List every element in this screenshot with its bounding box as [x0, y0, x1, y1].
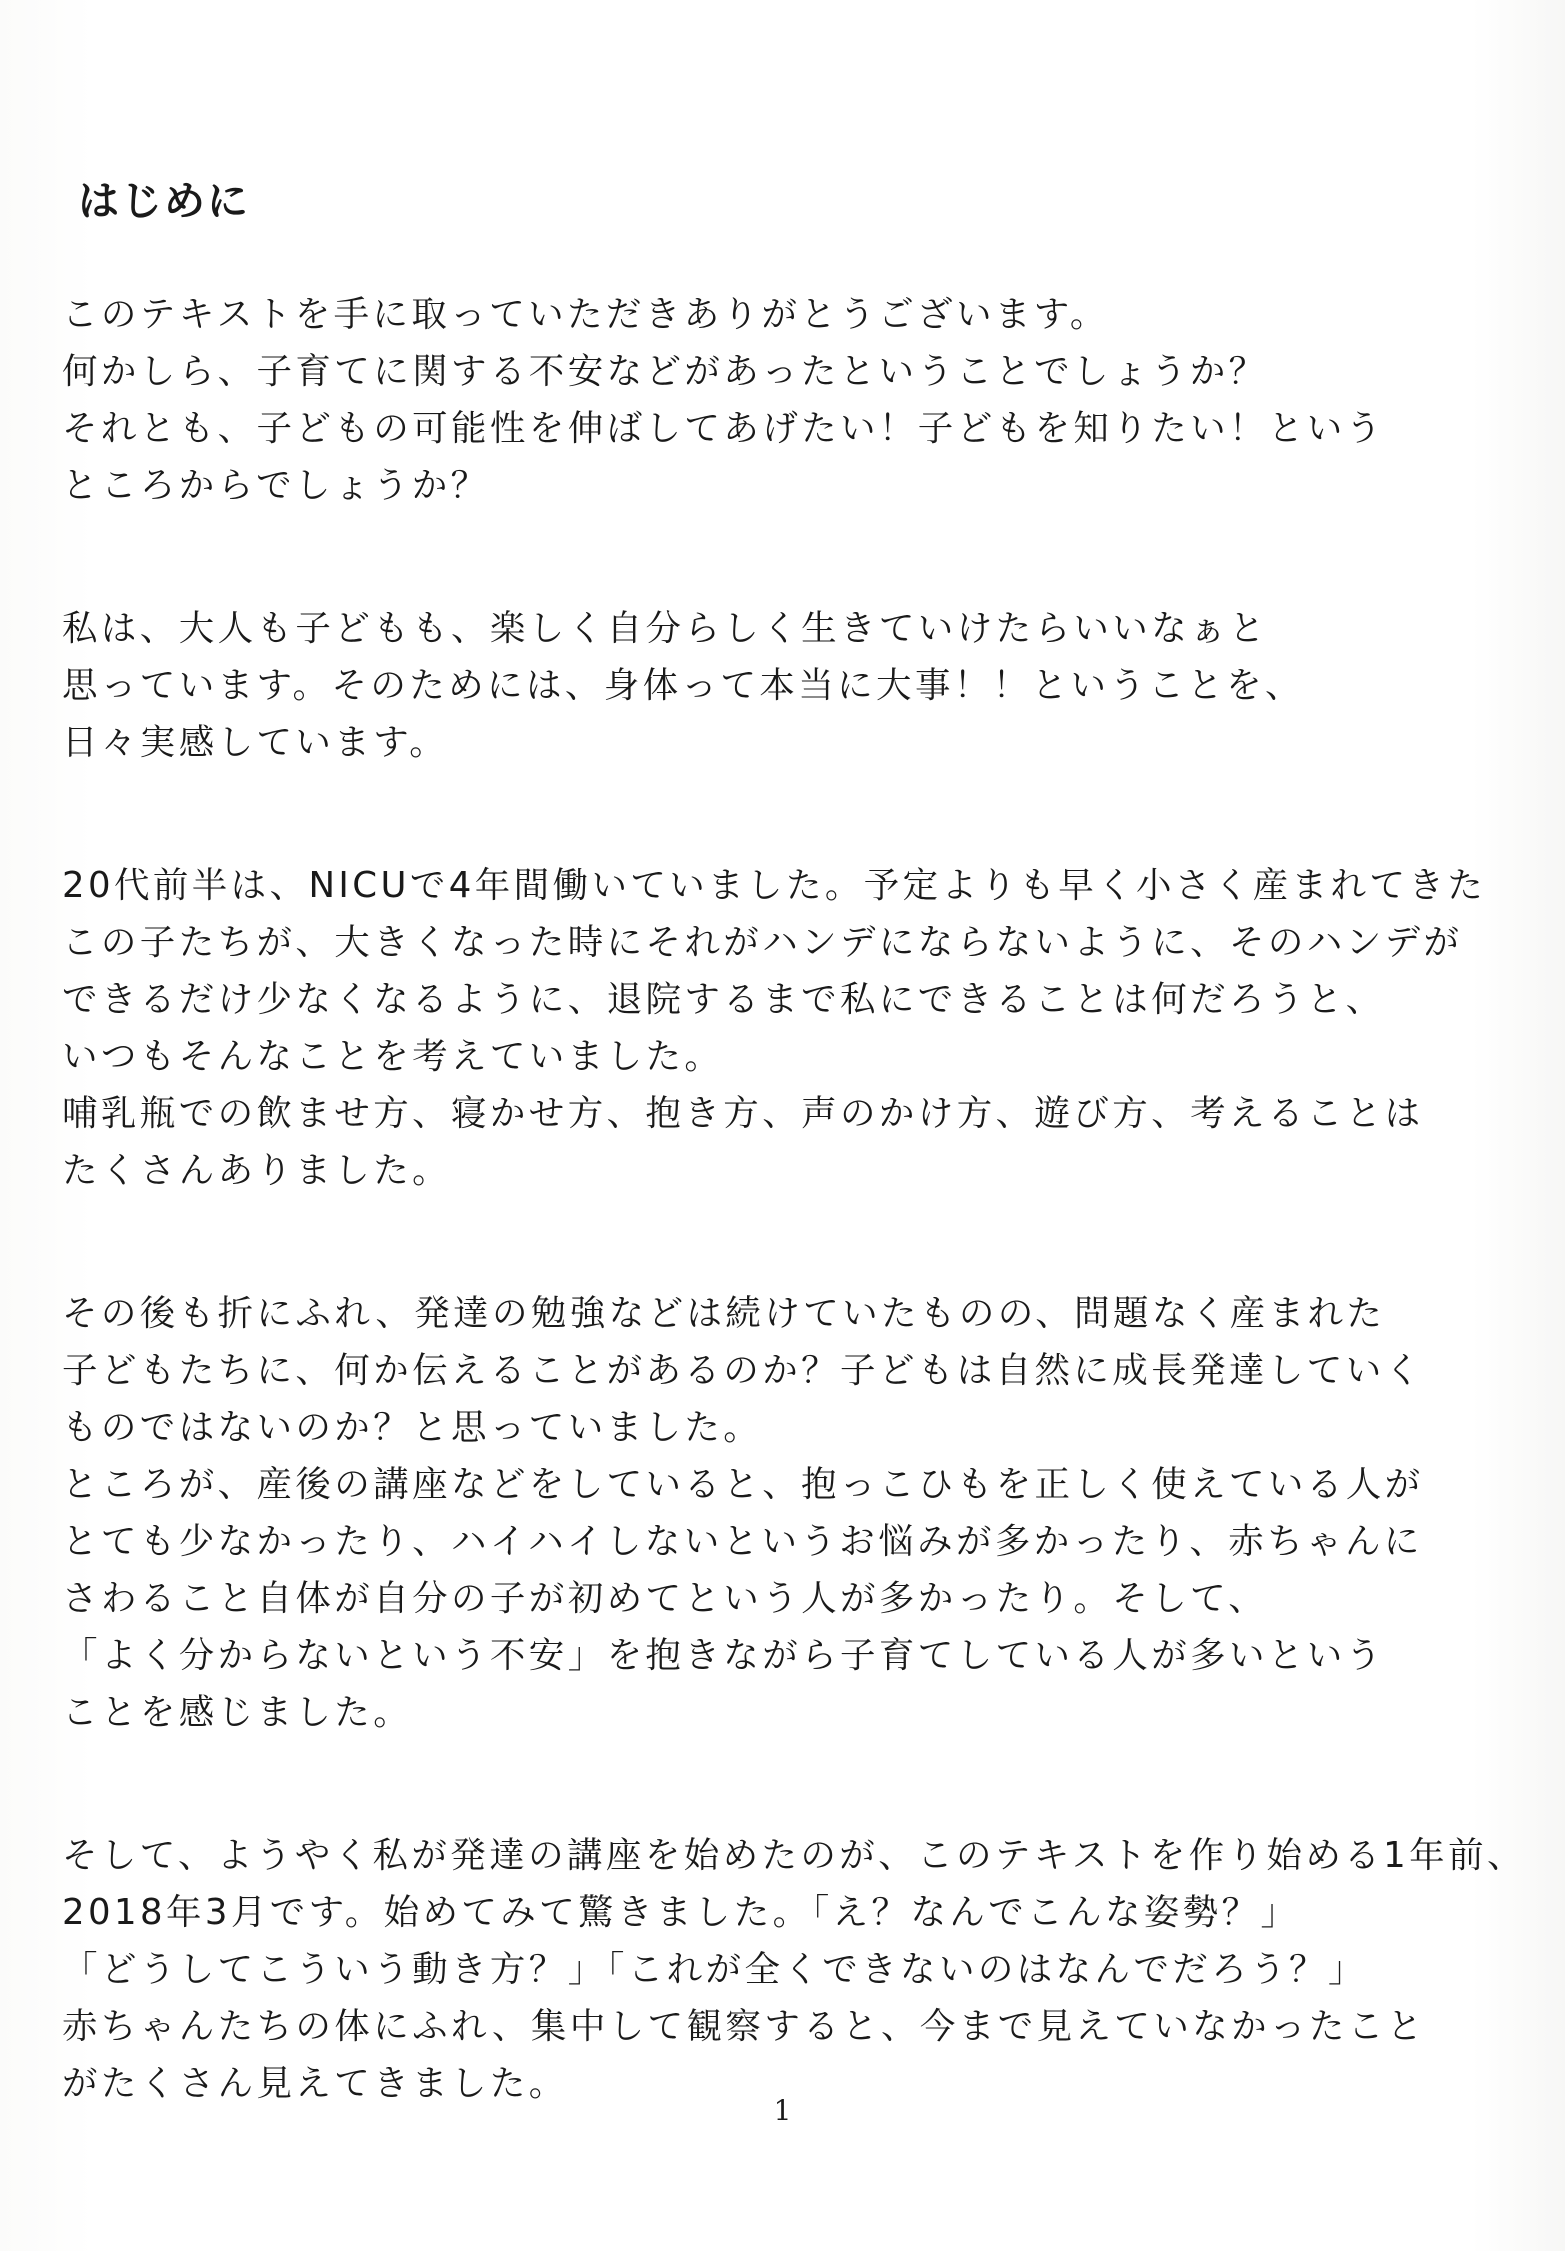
text-line: たくさんありました。	[62, 1150, 452, 1191]
text-line: ことを感じました。	[62, 1692, 413, 1733]
paragraph-2	[62, 600, 1502, 771]
page-number: 1	[773, 2094, 792, 2127]
text-line: 思っています。そのためには、身体って本当に大事！！ということを、	[62, 665, 1304, 706]
text-line: その後も折にふれ、発達の勉強などは続けていたものの、問題なく産まれた	[62, 1293, 1386, 1334]
text-line: とても少なかったり、ハイハイしないというお悩みが多かったり、赤ちゃんに	[62, 1521, 1423, 1562]
text-line: それとも、子どもの可能性を伸ばしてあげたい！子どもを知りたい！という	[62, 408, 1385, 449]
text-line: 私は、大人も子どもも、楽しく自分らしく生きていけたらいいなぁと	[62, 608, 1268, 649]
text-line: このテキストを手に取っていただきありがとうございます。	[62, 294, 1109, 335]
paragraph-4	[62, 1285, 1502, 1741]
body-text	[62, 286, 1526, 2198]
text-line: そして、ようやく私が発達の講座を始めたのが、このテキストを作り始める1年前、	[62, 1835, 1526, 1876]
text-line: 哺乳瓶での飲ませ方、寝かせ方、抱き方、声のかけ方、遊び方、考えることは	[62, 1093, 1424, 1134]
text-line: この子たちが、大きくなった時にそれがハンデにならないように、そのハンデが	[62, 922, 1463, 963]
text-line: さわること自体が自分の子が初めてという人が多かったり。そして、	[62, 1578, 1268, 1619]
text-line: 「どうしてこういう動き方？」「これが全くできないのはなんでだろう？」	[62, 1949, 1367, 1990]
text-line: いつもそんなことを考えていました。	[62, 1036, 724, 1077]
text-line: 2018年3月です。始めてみて驚きました。「え？なんでこんな姿勢？」	[62, 1892, 1300, 1933]
paragraph-5	[62, 1827, 1526, 2112]
text-line: 子どもたちに、何か伝えることがあるのか？子どもは自然に成長発達していく	[62, 1350, 1424, 1391]
text-line: できるだけ少なくなるように、退院するまで私にできることは何だろうと、	[62, 979, 1385, 1020]
text-line: ところが、産後の講座などをしていると、抱っこひもを正しく使えている人が	[62, 1464, 1424, 1505]
text-line: 日々実感しています。	[62, 722, 449, 763]
paragraph-1	[62, 286, 1502, 514]
text-line: 「よく分からないという不安」を抱きながら子育てしている人が多いという	[62, 1635, 1385, 1676]
text-line: がたくさん見えてきました。	[62, 2063, 568, 2104]
text-line: ところからでしょうか？	[62, 465, 490, 506]
text-line: 赤ちゃんたちの体にふれ、集中して観察すると、今まで見えていなかったこと	[62, 2006, 1426, 2047]
text-line: 20代前半は、NICUで4年間働いていました。予定よりも早く小さく産まれてきた	[62, 865, 1487, 906]
text-line: ものではないのか？と思っていました。	[62, 1407, 763, 1448]
paragraph-3	[62, 857, 1502, 1199]
text-line: 何かしら、子育てに関する不安などがあったということでしょうか？	[62, 351, 1268, 392]
page-title: はじめに	[78, 177, 250, 225]
